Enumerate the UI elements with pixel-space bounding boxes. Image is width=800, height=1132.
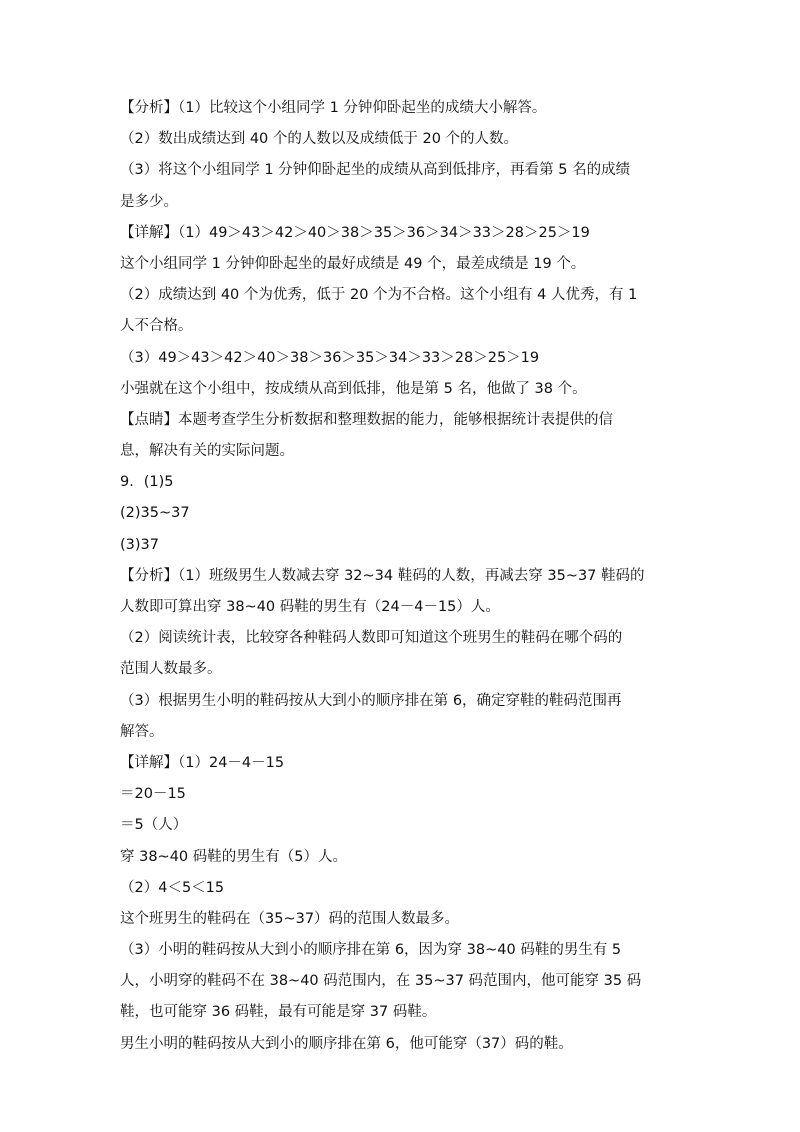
- text-line: 鞋，也可能穿 36 码鞋，最有可能是穿 37 码鞋。: [120, 1004, 437, 1021]
- text-line: （2）4＜5＜15: [120, 879, 225, 896]
- text-line: 穿 38~40 码鞋的男生有（5）人。: [120, 848, 347, 865]
- text-line: 息，解决有关的实际问题。: [120, 443, 294, 460]
- text-line: （3）小明的鞋码按从大到小的顺序排在第 6，因为穿 38~40 码鞋的男生有 5: [120, 942, 622, 959]
- text-line: 解答。: [120, 723, 164, 740]
- text-line: ＝5（人）: [120, 817, 188, 834]
- explanation-heading-line: 【详解】（1）24－4－15: [120, 754, 285, 771]
- text-line: （3）将这个小组同学 1 分钟仰卧起坐的成绩从高到低排序，再看第 5 名的成绩: [120, 162, 631, 179]
- text-line: 这个班男生的鞋码在（35~37）码的范围人数最多。: [120, 910, 460, 927]
- text-line: ＝20－15: [120, 786, 186, 803]
- answer-line: (3)37: [120, 536, 159, 553]
- text-line: 这个小组同学 1 分钟仰卧起坐的最好成绩是 49 个，最差成绩是 19 个。: [120, 255, 586, 272]
- text-line: 男生小明的鞋码按从大到小的顺序排在第 6，他可能穿（37）码的鞋。: [120, 1035, 573, 1052]
- text-line: 人不合格。: [120, 318, 193, 335]
- text-line: （2）阅读统计表，比较穿各种鞋码人数即可知道这个班男生的鞋码在哪个码的: [120, 630, 623, 647]
- answer-line: (2)35~37: [120, 505, 190, 522]
- question-number-line: 9．(1)5: [120, 474, 174, 491]
- comment-heading-line: 【点睛】本题考查学生分析数据和整理数据的能力，能够根据统计表提供的信: [120, 411, 613, 428]
- text-line: 人数即可算出穿 38~40 码鞋的男生有（24－4－15）人。: [120, 599, 500, 615]
- text-line: 人，小明穿的鞋码不在 38~40 码范围内，在 35~37 码范围内，他可能穿 35 码: [120, 973, 642, 990]
- analysis-heading-line: 【分析】（1）班级男生人数减去穿 32~34 鞋码的人数，再减去穿 35~37 鞋码的: [120, 567, 645, 584]
- text-line: （3）49＞43＞42＞40＞38＞36＞35＞34＞33＞28＞25＞19: [120, 349, 540, 366]
- text-line: （2）数出成绩达到 40 个的人数以及成绩低于 20 个的人数。: [120, 131, 519, 148]
- text-line: 小强就在这个小组中，按成绩从高到低排，他是第 5 名，他做了 38 个。: [120, 380, 587, 397]
- text-line: 范围人数最多。: [120, 661, 222, 678]
- text-line: （3）根据男生小明的鞋码按从大到小的顺序排在第 6，确定穿鞋的鞋码范围再: [120, 692, 622, 709]
- analysis-heading-line: 【分析】（1）比较这个小组同学 1 分钟仰卧起坐的成绩大小解答。: [120, 100, 547, 116]
- explanation-heading-line: 【详解】（1）49＞43＞42＞40＞38＞35＞36＞34＞33＞28＞25＞19: [120, 224, 590, 241]
- text-line: （2）成绩达到 40 个为优秀，低于 20 个为不合格。这个小组有 4 人优秀，有 1: [120, 287, 638, 304]
- text-line: 是多少。: [120, 193, 178, 210]
- document-body: [120, 93, 690, 1060]
